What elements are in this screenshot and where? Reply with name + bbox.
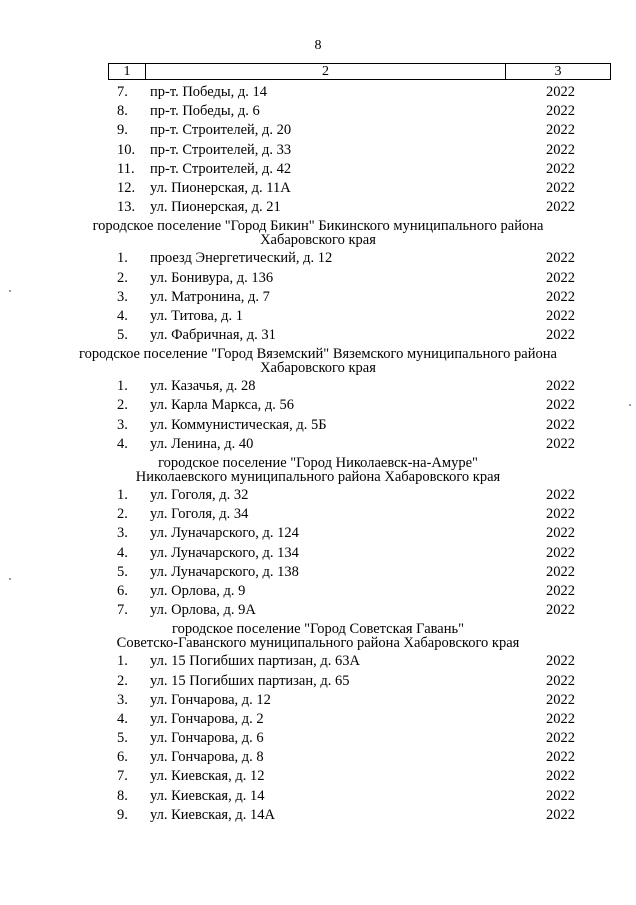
table-row	[0, 710, 636, 729]
table-row	[0, 198, 636, 217]
table-body	[0, 83, 636, 825]
row-number: 7.	[117, 602, 128, 619]
table-row	[0, 806, 636, 825]
page-number: 8	[314, 38, 322, 53]
row-year: 2022	[546, 141, 575, 158]
row-number: 1.	[117, 378, 128, 395]
row-address: ул. Киевская, д. 14А	[150, 806, 275, 823]
row-number: 9.	[117, 806, 128, 823]
row-year: 2022	[546, 691, 575, 708]
row-year: 2022	[546, 768, 575, 785]
scan-speck	[9, 578, 11, 580]
table-row	[0, 691, 636, 710]
row-year: 2022	[546, 307, 575, 324]
row-number: 2.	[117, 397, 128, 414]
row-address: ул. Гончарова, д. 8	[150, 749, 264, 766]
scan-speck	[629, 404, 631, 406]
row-number: 4.	[117, 307, 128, 324]
row-number: 12.	[117, 179, 136, 196]
table-row	[0, 544, 636, 563]
section-heading-line: городское поселение "Город Вяземский" Вяземского муниципального района	[79, 346, 557, 363]
table-row	[0, 582, 636, 601]
section-heading	[0, 345, 636, 377]
row-year: 2022	[546, 199, 575, 216]
table-row	[0, 288, 636, 307]
row-year: 2022	[546, 487, 575, 503]
row-number: 9.	[117, 122, 128, 139]
row-year: 2022	[546, 730, 575, 747]
table-row	[0, 563, 636, 582]
table-row	[0, 102, 636, 121]
row-address: ул. Пионерская, д. 11А	[150, 179, 291, 196]
row-year: 2022	[546, 710, 575, 727]
row-address: ул. Киевская, д. 12	[150, 768, 265, 785]
row-number: 5.	[117, 563, 128, 580]
table-row	[0, 652, 636, 671]
row-year: 2022	[546, 288, 575, 305]
row-number: 3.	[117, 416, 128, 433]
table-row	[0, 326, 636, 345]
table-row	[0, 83, 636, 102]
row-address: ул. Титова, д. 1	[150, 307, 243, 324]
section-heading	[0, 620, 636, 652]
row-number: 2.	[117, 269, 128, 286]
row-address: проезд Энергетический, д. 12	[150, 250, 333, 267]
row-address: ул. Карла Маркса, д. 56	[150, 397, 295, 414]
section-heading-line: Хабаровского края	[260, 232, 376, 249]
row-address: ул. Луначарского, д. 124	[150, 525, 299, 542]
table-row	[0, 249, 636, 268]
row-number: 4.	[117, 710, 128, 727]
row-year: 2022	[546, 563, 575, 580]
row-number: 3.	[117, 525, 128, 542]
row-number: 4.	[117, 435, 128, 452]
row-number: 3.	[117, 288, 128, 305]
row-address: ул. Луначарского, д. 138	[150, 563, 299, 580]
table-row	[0, 160, 636, 179]
section-heading-line: городское поселение "Город Николаевск-на-Амуре"	[158, 455, 478, 471]
row-number: 2.	[117, 672, 128, 689]
row-year: 2022	[546, 749, 575, 766]
table-row	[0, 505, 636, 524]
row-number: 7.	[117, 84, 128, 100]
row-number: 3.	[117, 691, 128, 708]
table-row	[0, 748, 636, 767]
section-heading	[0, 217, 636, 249]
header-col-year: 3	[554, 64, 562, 79]
section-heading-line: городское поселение "Город Советская Гавань"	[171, 621, 465, 638]
table-row	[0, 672, 636, 691]
row-address: пр-т. Строителей, д. 20	[150, 122, 292, 139]
row-address: ул. Орлова, д. 9	[150, 582, 246, 599]
table-row	[0, 486, 636, 505]
row-number: 2.	[117, 506, 128, 523]
row-address: ул. 15 Погибших партизан, д. 65	[150, 672, 350, 689]
row-address: ул. Фабричная, д. 31	[150, 327, 276, 344]
row-number: 1.	[117, 250, 128, 267]
row-address: ул. Гончарова, д. 2	[150, 710, 264, 727]
row-address: ул. Гоголя, д. 32	[150, 487, 249, 503]
section-heading-line: городское поселение "Город Бикин" Бикинского муниципального района	[92, 218, 544, 235]
row-year: 2022	[546, 416, 575, 433]
row-address: ул. Казачья, д. 28	[150, 378, 256, 395]
row-year: 2022	[546, 602, 575, 619]
table-row	[0, 524, 636, 543]
row-number: 5.	[117, 327, 128, 344]
row-number: 13.	[117, 199, 136, 216]
row-address: ул. Пионерская, д. 21	[150, 199, 281, 216]
table-row	[0, 396, 636, 415]
row-address: пр-т. Строителей, д. 33	[150, 141, 292, 158]
row-year: 2022	[546, 544, 575, 561]
section-heading	[0, 454, 636, 486]
table-row	[0, 767, 636, 786]
header-col-number: 1	[109, 64, 146, 79]
row-address: пр-т. Победы, д. 6	[150, 103, 260, 120]
row-number: 5.	[117, 730, 128, 747]
table-row	[0, 416, 636, 435]
row-year: 2022	[546, 525, 575, 542]
row-address: ул. Луначарского, д. 134	[150, 544, 299, 561]
row-year: 2022	[546, 103, 575, 120]
row-year: 2022	[546, 653, 575, 670]
row-year: 2022	[546, 506, 575, 523]
row-number: 8.	[117, 103, 128, 120]
row-year: 2022	[546, 179, 575, 196]
table-row	[0, 269, 636, 288]
row-number: 8.	[117, 787, 128, 804]
row-number: 7.	[117, 768, 128, 785]
row-address: ул. Матронина, д. 7	[150, 288, 270, 305]
row-address: ул. Бонивура, д. 136	[150, 269, 274, 286]
row-number: 1.	[117, 653, 128, 670]
table-row	[0, 141, 636, 160]
row-year: 2022	[546, 122, 575, 139]
row-address: ул. Орлова, д. 9А	[150, 602, 256, 619]
table-row	[0, 435, 636, 454]
row-year: 2022	[546, 672, 575, 689]
row-number: 6.	[117, 582, 128, 599]
table-row	[0, 601, 636, 620]
row-year: 2022	[546, 435, 575, 452]
scan-speck	[9, 290, 11, 292]
table-row	[0, 121, 636, 140]
row-number: 1.	[117, 487, 128, 503]
row-year: 2022	[546, 787, 575, 804]
row-address: ул. Коммунистическая, д. 5Б	[150, 416, 327, 433]
row-number: 4.	[117, 544, 128, 561]
row-address: ул. Гончарова, д. 6	[150, 730, 264, 747]
section-heading-line: Николаевского муниципального района Хабаровского края	[135, 469, 501, 485]
row-year: 2022	[546, 250, 575, 267]
table-row	[0, 729, 636, 748]
row-address: ул. Гончарова, д. 12	[150, 691, 271, 708]
row-number: 6.	[117, 749, 128, 766]
row-address: ул. Киевская, д. 14	[150, 787, 265, 804]
row-number: 10.	[117, 141, 136, 158]
row-year: 2022	[546, 582, 575, 599]
row-year: 2022	[546, 397, 575, 414]
table-row	[0, 377, 636, 396]
table-header	[108, 63, 611, 80]
row-year: 2022	[546, 327, 575, 344]
section-heading-line: Советско-Гаванского муниципального района Хабаровского края	[116, 635, 520, 652]
header-col-address: 2	[146, 64, 506, 79]
row-number: 11.	[117, 160, 135, 177]
table-row	[0, 179, 636, 198]
row-year: 2022	[546, 269, 575, 286]
row-address: ул. 15 Погибших партизан, д. 63А	[150, 653, 360, 670]
table-row	[0, 787, 636, 806]
row-year: 2022	[546, 806, 575, 823]
row-year: 2022	[546, 84, 575, 100]
row-address: пр-т. Строителей, д. 42	[150, 160, 292, 177]
row-year: 2022	[546, 378, 575, 395]
table-row	[0, 307, 636, 326]
row-address: ул. Ленина, д. 40	[150, 435, 254, 452]
row-address: ул. Гоголя, д. 34	[150, 506, 249, 523]
row-year: 2022	[546, 160, 575, 177]
section-heading-line: Хабаровского края	[260, 360, 376, 377]
row-address: пр-т. Победы, д. 14	[150, 84, 267, 100]
